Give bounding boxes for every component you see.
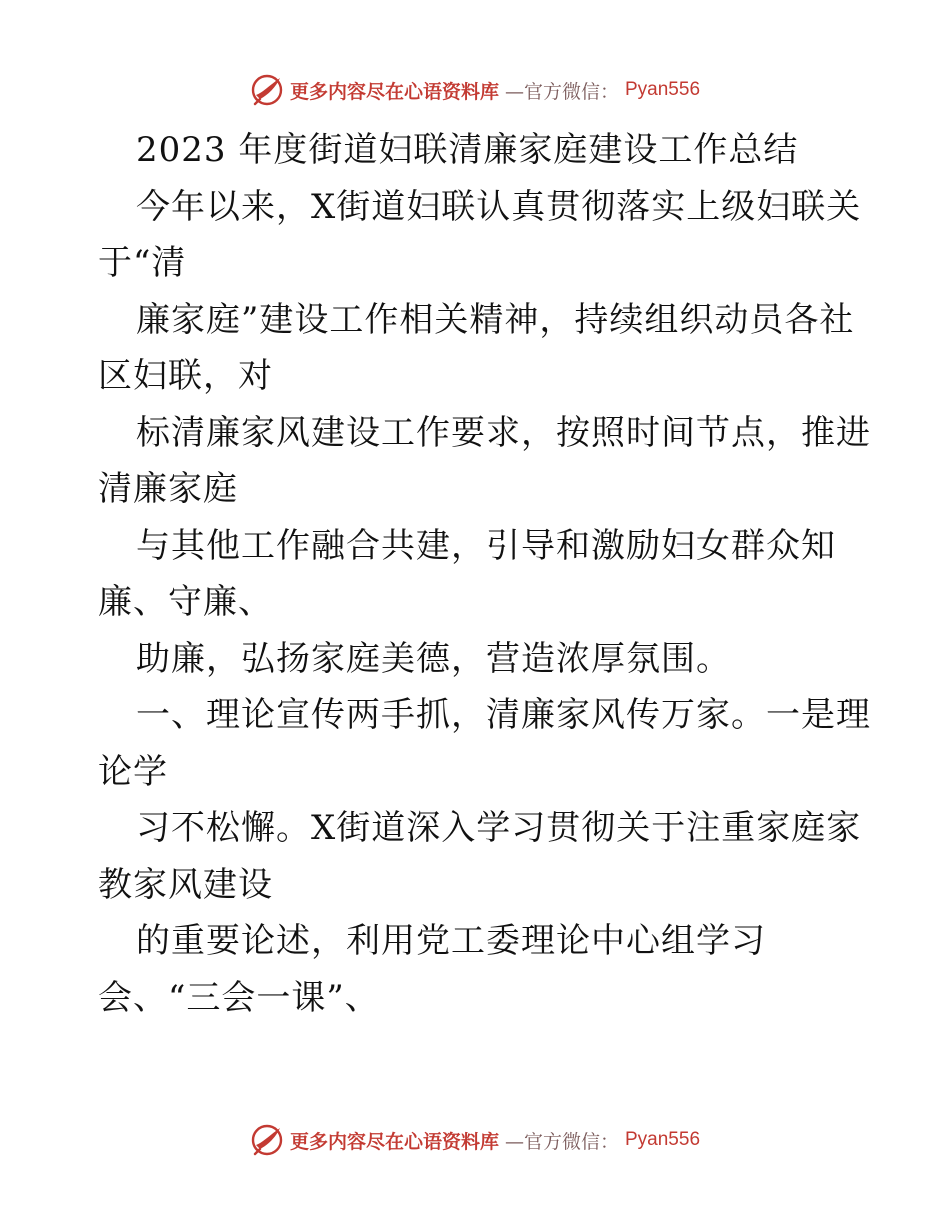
text-line: 廉家庭”建设工作相关精神，持续组织动员各社 xyxy=(136,299,855,340)
banner-main-text: 更多内容尽在心语资料库 xyxy=(289,80,499,103)
text-line: 标清廉家风建设工作要求，按照时间节点，推进 xyxy=(136,412,871,453)
text-line: 与其他工作融合共建，引导和激励妇女群众知 xyxy=(136,525,836,566)
banner-main-text: 更多内容尽在心语资料库 xyxy=(289,1130,499,1153)
text-line: 一、理论宣传两手抓，清廉家风传万家。一是理 xyxy=(136,695,871,735)
banner-sub-text: —官方微信： xyxy=(504,1130,619,1153)
text-line: 习不松懈。X街道深入学习贯彻关于注重家庭家 xyxy=(136,808,862,848)
text-line: 今年以来，X街道妇联认真贯彻落实上级妇联关 xyxy=(136,186,862,227)
header-banner xyxy=(0,70,950,110)
text-line: 廉、守廉、 xyxy=(98,582,273,622)
banner-wechat-id: Pyan556 xyxy=(625,1129,701,1150)
text-line: 区妇联，对 xyxy=(98,356,273,396)
text-line: 的重要论述，利用党工委理论中心组学习 xyxy=(136,921,766,961)
text-line: 清廉家庭 xyxy=(98,469,238,509)
banner-sub-text: —官方微信： xyxy=(504,80,619,103)
text-line: 助廉，弘扬家庭美德，营造浓厚氛围。 xyxy=(136,638,731,679)
banner-wechat-id: Pyan556 xyxy=(625,79,701,100)
quill-pen-logo-icon xyxy=(250,1123,284,1157)
text-line: 会、“三会一课”、 xyxy=(98,977,380,1018)
document-title: 2023 年度街道妇联清廉家庭建设工作总结 xyxy=(136,130,799,170)
quill-pen-logo-icon xyxy=(250,73,284,107)
document-body xyxy=(98,122,878,1026)
text-line: 教家风建设 xyxy=(98,864,273,905)
text-line: 于“清 xyxy=(98,243,187,283)
text-line: 论学 xyxy=(98,751,168,792)
footer-banner xyxy=(0,1120,950,1160)
